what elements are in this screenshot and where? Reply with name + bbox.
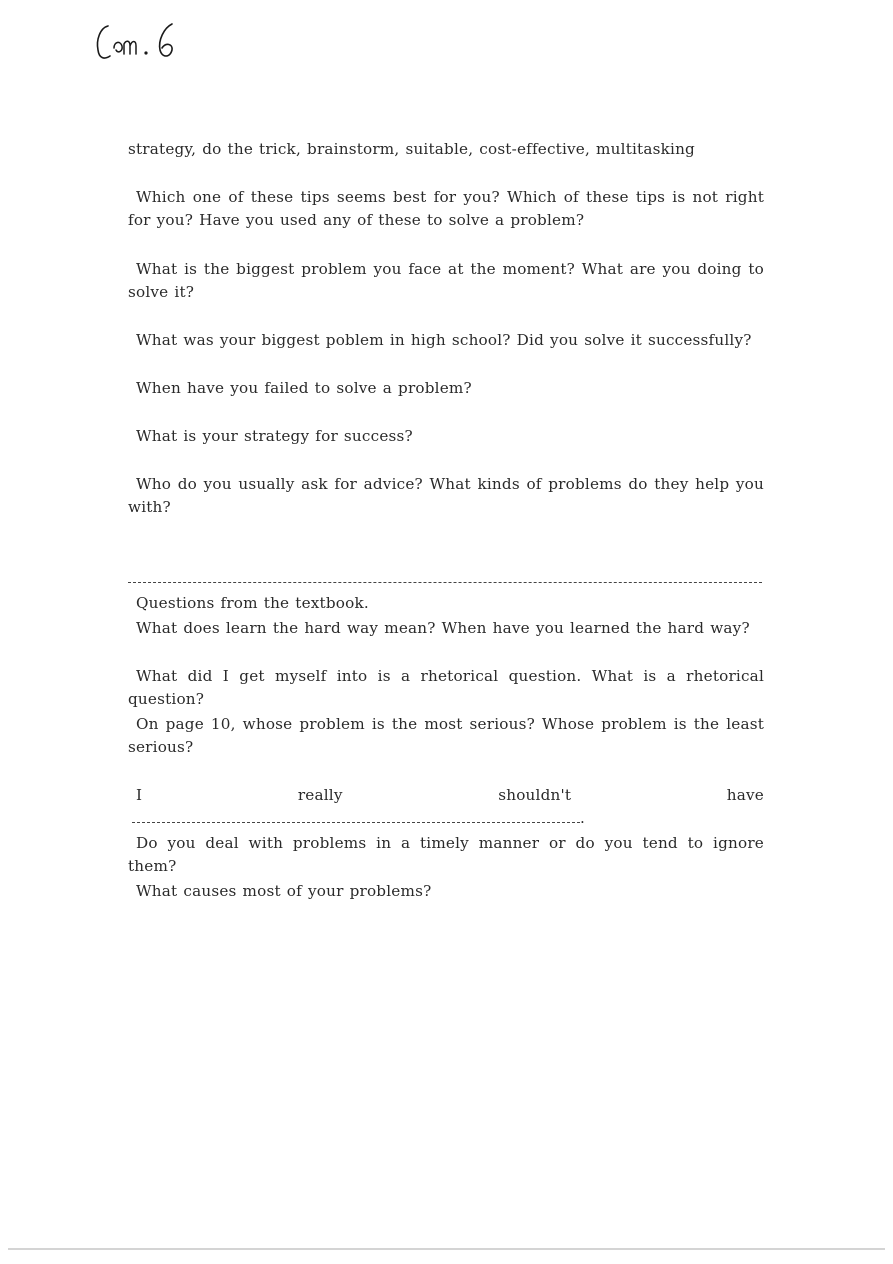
fill-in-blank[interactable]: [132, 808, 580, 823]
fill-in-period: .: [580, 809, 586, 827]
handwritten-note: [92, 18, 182, 66]
section-divider: [128, 582, 762, 583]
question-high-school: What was your biggest poblem in high school? Did you solve it successfully?: [136, 331, 752, 349]
handwritten-note-drawing: [92, 18, 182, 66]
question-advice: Who do you usually ask for advice? What kinds of problems do they help you with?: [128, 475, 764, 516]
question-failed: When have you failed to solve a problem?: [136, 379, 472, 397]
question-causes: What causes most of your problems?: [136, 882, 432, 900]
question-hard-way: What does learn the hard way mean? When have you learned the hard way?: [136, 619, 750, 637]
question-timely: Do you deal with problems in a timely manner or do you tend to ignore them?: [128, 834, 764, 875]
question-strategy: What is your strategy for success?: [136, 427, 413, 445]
fill-in-prompt: I really shouldn't have: [136, 786, 764, 804]
vocabulary-list: strategy, do the trick, brainstorm, suitable, cost-effective, multitasking: [128, 140, 695, 158]
scan-bottom-edge: [8, 1248, 885, 1250]
question-page-10: On page 10, whose problem is the most serious? Whose problem is the least serious?: [128, 715, 764, 756]
textbook-heading: Questions from the textbook.: [136, 594, 369, 612]
fill-in-sentence: [128, 784, 764, 830]
question-tips: Which one of these tips seems best for you? Which of these tips is not right for you? Have you used any of these to solve a problem?: [128, 188, 764, 229]
question-biggest-problem: What is the biggest problem you face at the moment? What are you doing to solve it?: [128, 260, 764, 301]
question-rhetorical: What did I get myself into is a rhetorical question. What is a rhetorical question?: [128, 667, 764, 708]
